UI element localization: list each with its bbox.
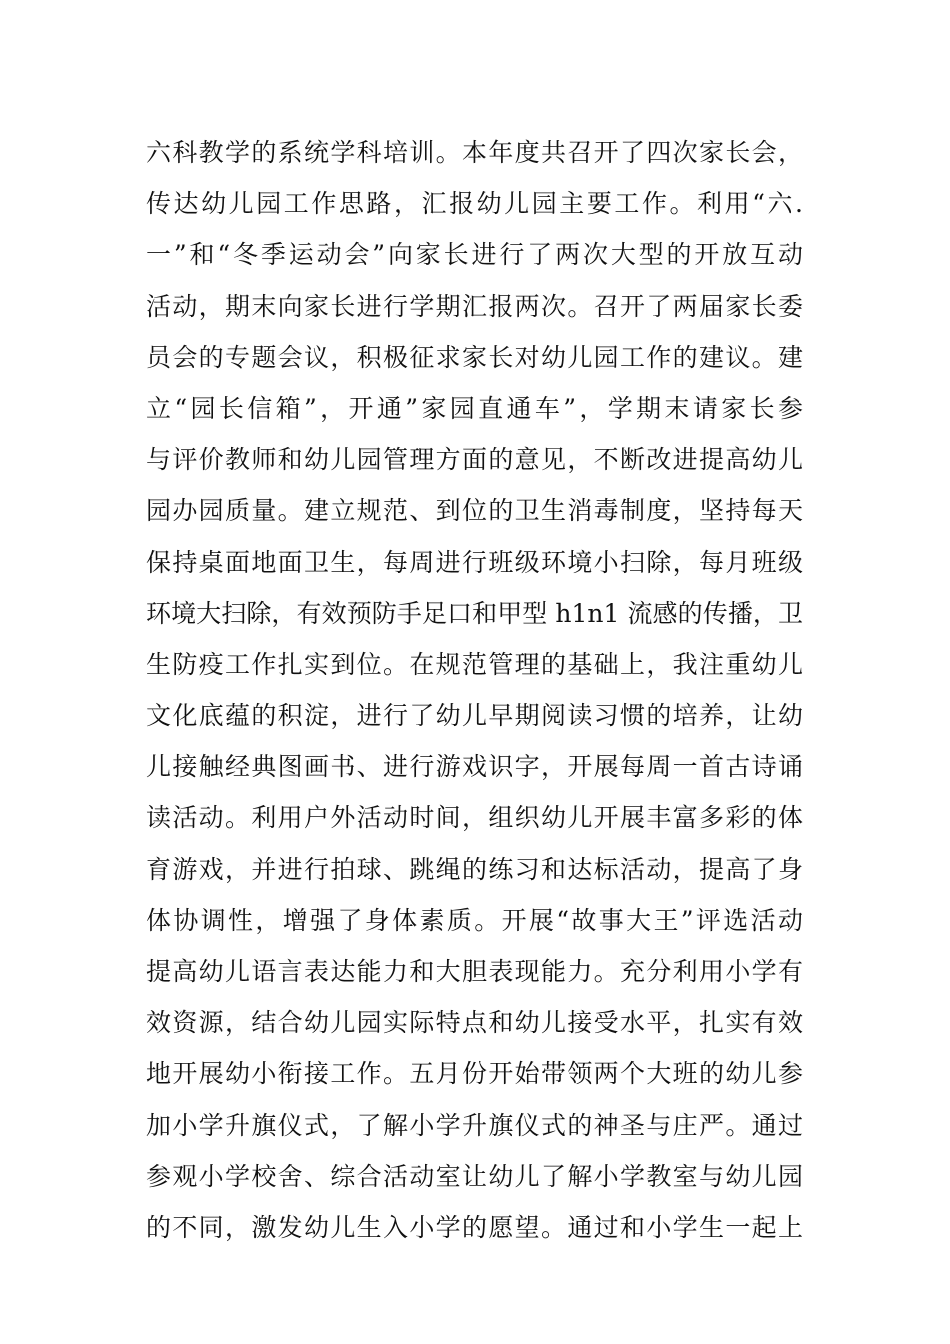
text-line-16: 体协调性，增强了身体素质。开展“故事大王”评选活动 — [146, 905, 803, 935]
text-line-20: 加小学升旗仪式，了解小学升旗仪式的神圣与庄严。通过 — [146, 1110, 803, 1140]
text-line-21: 参观小学校舍、综合活动室让幼儿了解小学教室与幼儿园 — [146, 1161, 803, 1191]
text-line-1: 六科教学的系统学科培训。本年度共召开了四次家长会， — [146, 138, 803, 167]
text-line-7: 与评价教师和幼儿园管理方面的意见，不断改进提高幼儿 — [146, 445, 803, 475]
text-line-11: 生防疫工作扎实到位。在规范管理的基础上，我注重幼儿 — [146, 649, 803, 679]
body-paragraph — [146, 127, 826, 1253]
text-line-15: 育游戏，并进行拍球、跳绳的练习和达标活动，提高了身 — [146, 854, 803, 884]
text-line-18: 效资源，结合幼儿园实际特点和幼儿接受水平，扎实有效 — [146, 1008, 803, 1038]
text-line-13: 儿接触经典图画书、进行游戏识字，开展每周一首古诗诵 — [146, 752, 803, 782]
text-line-4: 活动，期末向家长进行学期汇报两次。召开了两届家长委 — [146, 291, 803, 321]
text-line-9: 保持桌面地面卫生，每周进行班级环境小扫除，每月班级 — [146, 547, 803, 577]
text-line-3: 一”和“冬季运动会”向家长进行了两次大型的开放互动 — [146, 240, 803, 270]
text-line-5: 员会的专题会议，积极征求家长对幼儿园工作的建议。建 — [146, 342, 803, 372]
text-line-14: 读活动。利用户外活动时间，组织幼儿开展丰富多彩的体 — [146, 803, 803, 833]
text-line-19: 地开展幼小衔接工作。五月份开始带领两个大班的幼儿参 — [146, 1059, 803, 1089]
text-line-12: 文化底蕴的积淀，进行了幼儿早期阅读习惯的培养，让幼 — [146, 701, 803, 731]
text-line-17: 提高幼儿语言表达能力和大胆表现能力。充分利用小学有 — [146, 957, 803, 986]
text-line-22: 的不同，激发幼儿生入小学的愿望。通过和小学生一起上 — [146, 1212, 803, 1242]
text-line-8: 园办园质量。建立规范、到位的卫生消毒制度，坚持每天 — [146, 496, 803, 526]
text-line-10: 环境大扫除，有效预防手足口和甲型 h1n1 流感的传播，卫 — [146, 598, 803, 628]
text-line-2: 传达幼儿园工作思路，汇报幼儿园主要工作。利用“六. — [146, 189, 803, 219]
text-line-6: 立“园长信箱”，开通”家园直通车”，学期末请家长参 — [146, 393, 803, 423]
